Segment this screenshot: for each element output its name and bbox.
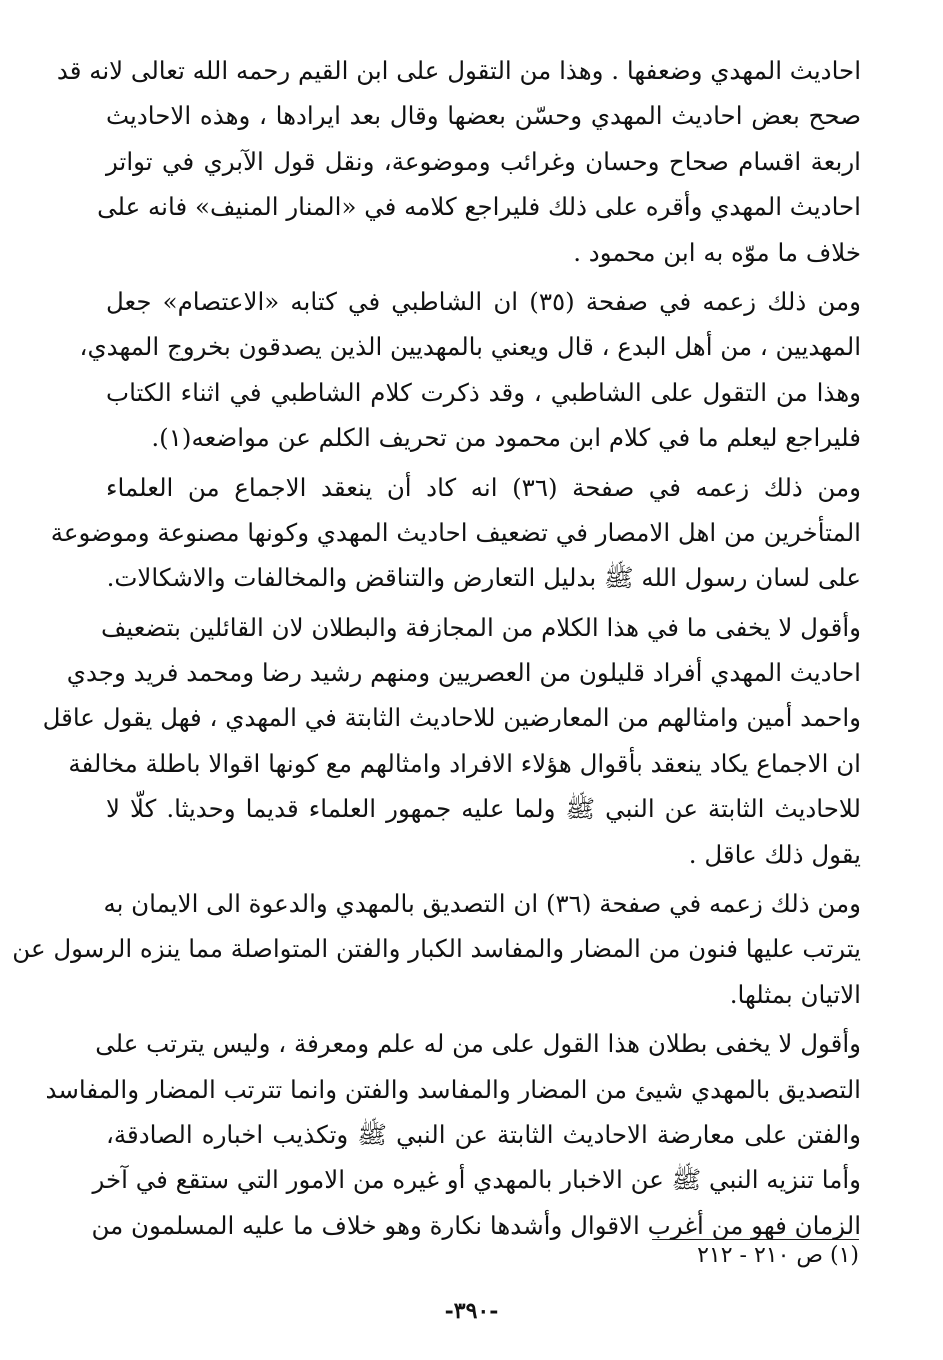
text-line: احاديث المهدي وضعفها . وهذا من التقول على ابن القيم رحمه الله تعالى لانه قد — [56, 56, 861, 85]
paragraph — [45, 1021, 861, 1248]
paragraph — [42, 605, 861, 877]
text-line: يترتب عليها فنون من المضار والمفاسد الكبار والفتن المتواصلة مما ينزه الرسول عن — [12, 934, 861, 964]
text-line: احاديث المهدي أفراد قليلون من العصريين ومنهم رشيد رضا ومحمد فريد وجدي — [66, 658, 861, 688]
text-line: اربعة اقسام صحاح وحسان وغرائب وموضوعة، ونقل قول الآبري في تواتر — [106, 146, 861, 176]
text-line: يقول ذلك عاقل . — [688, 839, 861, 869]
text-line: وأقول لا يخفى ما في هذا الكلام من المجازفة والبطلان لان القائلين بتضعيف — [100, 612, 861, 642]
footnote: (١) ص ٢١٠ - ٢١٢ — [697, 1243, 859, 1268]
text-line: المتأخرين من اهل الامصار في تضعيف احاديث المهدي وكونها مصنوعة وموضوعة — [50, 517, 861, 547]
text-line: والفتن على معارضة الاحاديث الثابتة عن النبي ﷺ وتكذيب اخباره الصادقة، — [106, 1119, 861, 1149]
text-line: الزمان فهو من أغرب الاقوال وأشدها نكارة وهو خلاف ما عليه المسلمون من — [91, 1210, 861, 1240]
text-line: وأقول لا يخفى بطلان هذا القول على من له علم ومعرفة ، وليس يترتب على — [95, 1029, 861, 1059]
text-line: ومن ذلك زعمه في صفحة (٣٦) انه كاد أن ينعقد الاجماع من العلماء — [106, 472, 861, 502]
text-line: ان الاجماع يكاد ينعقد بأقوال هؤلاء الافراد وامثالهم مع كونها اقوالا باطلة مخالفة — [68, 748, 861, 778]
text-line: الاتيان بمثلها. — [729, 979, 861, 1009]
paragraph — [12, 881, 861, 1017]
paragraph — [50, 465, 861, 601]
body-text — [12, 48, 861, 1248]
text-line: وأما تنزيه النبي ﷺ عن الاخبار بالمهدي أو غيره من الامور التي ستقع في آخر — [92, 1165, 861, 1195]
page-number: -٣٩٠- — [444, 1298, 499, 1324]
text-line: واحمد أمين وامثالهم من المعارضين للاحاديث الثابتة في المهدي ، فهل يقول عاقل — [42, 703, 861, 733]
text-line: وهذا من التقول على الشاطبي ، وقد ذكرت كلام الشاطبي في اثناء الكتاب — [106, 377, 861, 407]
text-line: احاديث المهدي وأقره على ذلك فليراجع كلامه في «المنار المنيف» فانه على — [97, 192, 861, 222]
text-line: فليراجع ليعلم ما في كلام ابن محمود من تحريف الكلم عن مواضعه(١). — [151, 423, 861, 453]
text-line: للاحاديث الثابتة عن النبي ﷺ ولما عليه جمهور العلماء قديما وحديثا. كلّا لا — [106, 794, 861, 824]
text-line: المهديين ، من أهل البدع ، قال ويعني بالمهديين الذين يصدقون بخروج المهدي، — [79, 332, 861, 362]
text-line: التصديق بالمهدي شيئ من المضار والمفاسد والفتن وانما تترتب المضار والمفاسد — [45, 1074, 861, 1104]
paragraph — [56, 48, 861, 275]
paragraph — [79, 279, 861, 461]
text-line: خلاف ما موّه به ابن محمود . — [573, 237, 861, 267]
text-line: ومن ذلك زعمه في صفحة (٣٥) ان الشاطبي في كتابه «الاعتصام» جعل — [106, 286, 861, 316]
text-line: صحح بعض احاديث المهدي وحسّن بعضها وقال بعد ايرادها ، وهذه الاحاديث — [106, 101, 861, 131]
text-line: ومن ذلك زعمه في صفحة (٣٦) ان التصديق بالمهدي والدعوة الى الايمان به — [103, 889, 861, 919]
text-line: على لسان رسول الله ﷺ بدليل التعارض والتناقض والمخالفات والاشكالات. — [106, 563, 861, 593]
